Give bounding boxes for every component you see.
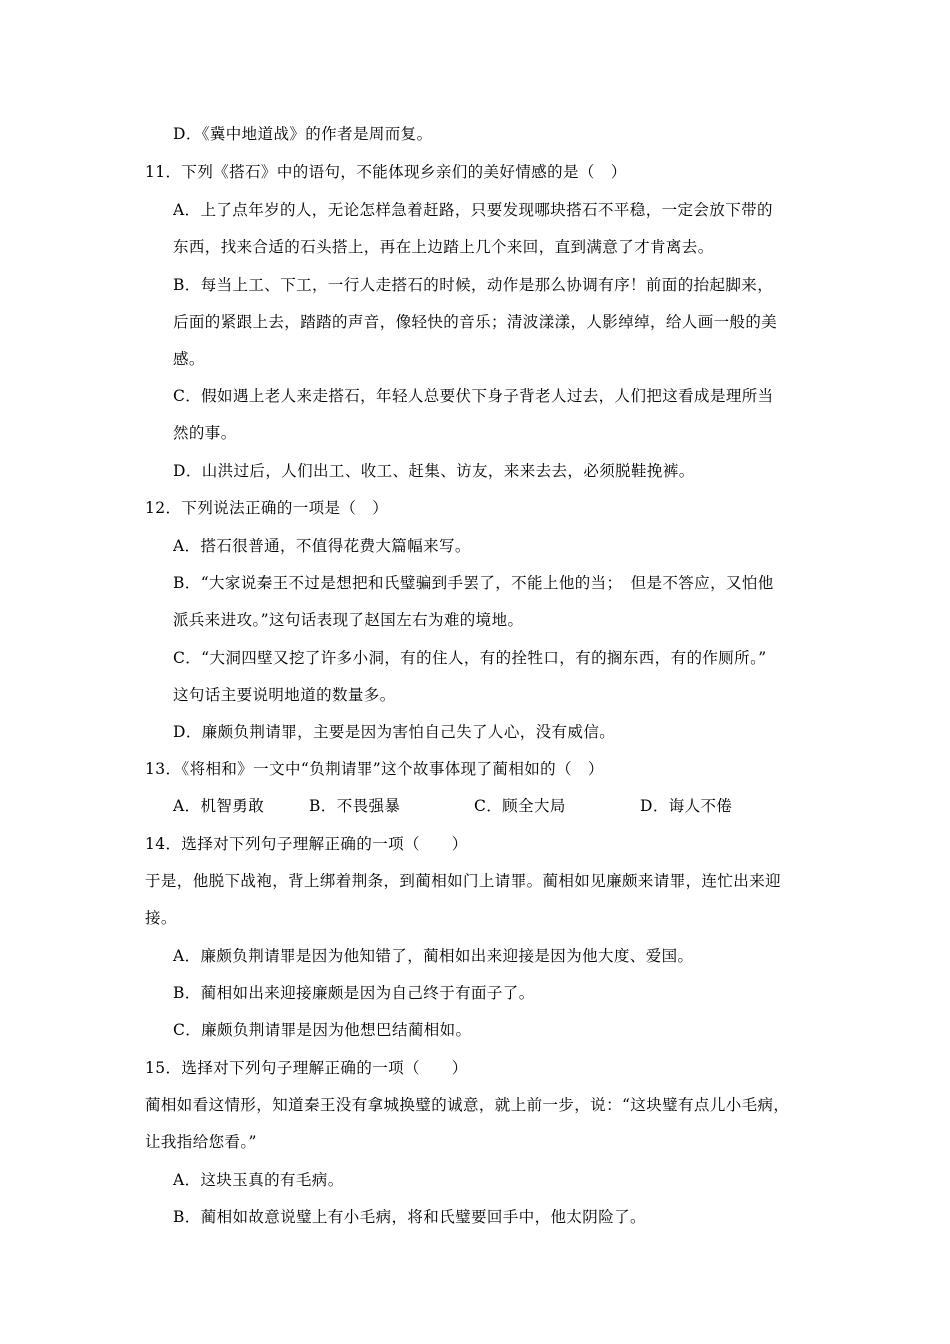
q11-option-b-line2: 后面的紧跟上去，踏踏的声音，像轻快的音乐；清波漾漾，人影绰绰，给人画一般的美 [173,313,778,331]
q11-option-a-line2: 东西，找来合适的石头搭上，再在上边踏上几个来回，直到满意了才肯离去。 [173,238,714,256]
q11-option-d: D．山洪过后，人们出工、收工、赶集、访友，来来去去，必须脱鞋挽裤。 [173,462,695,480]
q14-sentence-line2: 接。 [145,909,177,927]
q10-option-d: D．《冀中地道战》的作者是周而复。 [173,125,433,143]
q11-option-b-line1: B．每当上工、下工，一行人走搭石的时候，动作是那么协调有序！前面的抬起脚来， [173,276,774,294]
q11-option-b-line3: 感。 [173,350,205,368]
q14-sentence-line1: 于是，他脱下战袍，背上绑着荆条，到蔺相如门上请罪。蔺相如见廉颇来请罪，连忙出来迎 [145,872,782,890]
q13-option-b: B．不畏强暴 [309,797,401,815]
q15-sentence-line2: 让我指给您看。” [145,1133,257,1151]
q12-option-b-line2: 派兵来进攻。”这句话表现了赵国左右为难的境地。 [173,611,524,629]
q13-option-c: C．顾全大局 [474,797,566,815]
q14-option-b: B．蔺相如出来迎接廉颇是因为自己终于有面子了。 [173,984,535,1002]
q12-option-c-line1: C．“大洞四壁又挖了许多小洞，有的住人，有的拴牲口，有的搁东西，有的作厕所。” [173,649,767,667]
q15-sentence-line1: 蔺相如看这情形，知道秦王没有拿城换璧的诚意，就上前一步，说：“这块璧有点儿小毛病， [145,1096,790,1114]
q14-option-c: C．廉颇负荆请罪是因为他想巴结蔺相如。 [173,1021,472,1039]
q11-stem: 11．下列《搭石》中的语句，不能体现乡亲们的美好情感的是（ ） [145,163,627,181]
q12-option-d: D．廉颇负荆请罪，主要是因为害怕自己失了人心，没有威信。 [173,723,616,741]
q15-stem: 15．选择对下列句子理解正确的一项（ ） [145,1059,468,1077]
q12-option-c-line2: 这句话主要说明地道的数量多。 [173,686,396,704]
q14-option-a: A．廉颇负荆请罪是因为他知错了，蔺相如出来迎接是因为他大度、爱国。 [173,947,694,965]
q15-option-a: A．这块玉真的有毛病。 [173,1171,344,1189]
q11-option-c-line2: 然的事。 [173,424,237,442]
q12-option-a: A．搭石很普通，不值得花费大篇幅来写。 [173,537,471,555]
q11-option-a-line1: A．上了点年岁的人，无论怎样急着赶路，只要发现哪块搭石不平稳，一定会放下带的 [173,201,773,219]
q11-option-c-line1: C．假如遇上老人来走搭石，年轻人总要伏下身子背老人过去，人们把这看成是理所当 [173,387,774,405]
q13-options [173,796,793,816]
q13-stem: 13．《将相和》一文中“负荆请罪”这个故事体现了蔺相如的（ ） [145,760,604,778]
q13-option-a: A．机智勇敢 [173,797,265,815]
q15-option-b: B．蔺相如故意说璧上有小毛病，将和氏璧要回手中，他太阴险了。 [173,1208,646,1226]
q13-option-d: D．诲人不倦 [640,797,733,815]
q14-stem: 14．选择对下列句子理解正确的一项（ ） [145,835,468,853]
q12-stem: 12．下列说法正确的一项是（ ） [145,499,389,517]
q12-option-b-line1: B．“大家说秦王不过是想把和氏璧骗到手罢了，不能上他的当； 但是不答应，又怕他 [173,574,774,592]
